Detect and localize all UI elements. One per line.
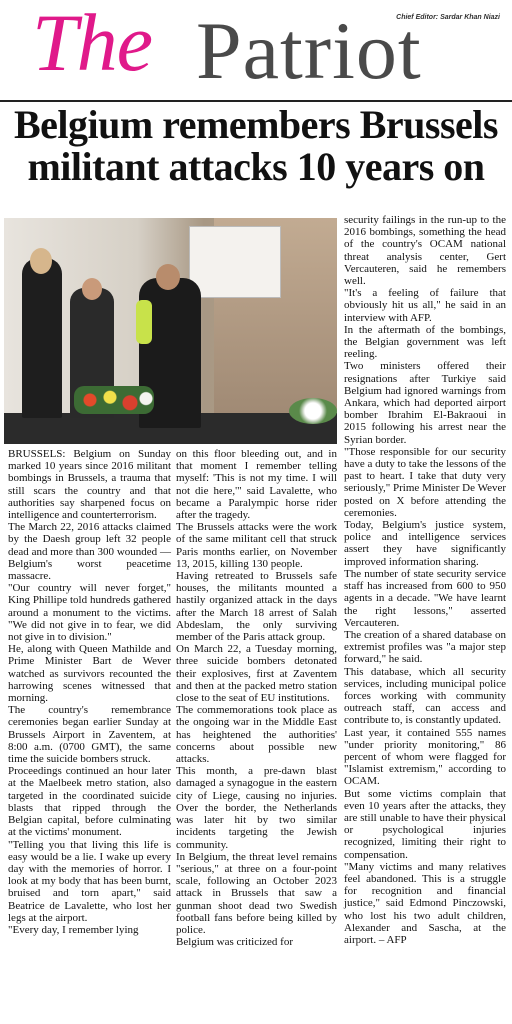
paragraph: security failings in the run-up to the 2016 bombings, something the head of the country's OCAM national threat analysis center, Gert Vercauteren, said he remembers well. — [344, 214, 506, 288]
photo-person-queen — [22, 258, 62, 418]
photo-panel — [189, 226, 281, 298]
photo-police-sleeve — [136, 300, 152, 344]
paragraph: But some victims complain that even 10 years after the attacks, they are still unable to have their physical or psychological injuries recognized, limiting their right to compensation. — [344, 787, 506, 861]
paragraph: Last year, it contained 555 names "under priority monitoring," 86 percent of whom were flagged for "Islamist extremism," according to OCAM. — [344, 726, 506, 788]
paragraph: BRUSSELS: Belgium on Sunday marked 10 years since 2016 militant bombings in Brussels, a trauma that still scars the country and that authorities say sharpened focus on intelligence and counterterrorism. — [8, 448, 171, 522]
paragraph: Proceedings continued an hour later at the Maelbeek metro station, also targeted in the coordinated suicide blasts that ripped through the Belgian capital, before culminating at the victims' monument. — [8, 765, 171, 839]
logo-the: The — [32, 0, 152, 88]
paragraph: He, along with Queen Mathilde and Prime Minister Bart de Wever watched as survivors recounted the harrowing scenes witnessed that morning. — [8, 643, 171, 705]
paragraph: The commemorations took place as the ongoing war in the Middle East has heightened the authorities' concerns about possible new attacks. — [176, 704, 337, 766]
article-column-2 — [176, 448, 337, 948]
photo-flowers — [74, 386, 154, 414]
photo-person-queen-head — [30, 248, 52, 274]
logo-patriot: Patriot — [196, 5, 422, 96]
paragraph: "Many victims and many relatives feel abandoned. This is a struggle for recognition and financial justice," said Edmond Pinczowski, who lost his two adult children, Alexander and Sascha, at the airport. – AFP — [344, 860, 506, 946]
paragraph: The Brussels attacks were the work of the same militant cell that struck Paris months earlier, on November 13, 2015, killing 130 people. — [176, 521, 337, 570]
paragraph: Belgium was criticized for — [176, 936, 293, 949]
paragraph: The creation of a shared database on extremist profiles was "a major step forward," he said. — [344, 628, 506, 666]
chief-editor-credit: Chief Editor: Sardar Khan Niazi — [396, 14, 500, 21]
paragraph: The country's remembrance ceremonies began earlier Sunday at Brussels Airport in Zaventem, at 8:00 a.m. (0700 GMT), the same time the suicide bombers struck. — [8, 704, 171, 766]
masthead — [0, 0, 512, 102]
paragraph: "Telling you that living this life is easy would be a lie. I wake up every day with the memories of horror. I look at my body that has been burnt, bruised and torn apart," said Beatrice de Lavalette, who lost her legs at the airport. — [8, 838, 171, 924]
paragraph: Having retreated to Brussels safe houses, the militants mounted a hastily organized attack in the days after the March 18 arrest of Salah Abdeslam, the only surviving member of the Paris attack group. — [176, 570, 337, 644]
paragraph: Two ministers offered their resignations after Turkiye said Belgium had ignored warnings from Ankara, which had deported airport bomber Ibrahim El-Bakraoui in 2015 following his arrest near the Syrian border. — [344, 360, 506, 446]
paragraph: The March 22, 2016 attacks claimed by the Daesh group left 32 people dead and more than 300 wounded — Belgium's worst peacetime massacre. — [8, 521, 171, 583]
paragraph: on this floor bleeding out, and in that moment I remember telling myself: 'This is not my time. I will not die here,'" said Lavalette, who became a Paralympic horse rider after the tragedy. — [176, 448, 337, 522]
photo-wreath — [289, 398, 337, 424]
paragraph: This month, a pre-dawn blast damaged a synagogue in the eastern city of Liege, causing no injuries. Over the border, the Netherlands was later hit by two similar incidents targeting the Jewish community. — [176, 765, 337, 851]
headline: Belgium remembers Brussels militant attacks 10 years on — [14, 102, 498, 189]
article-column-1 — [8, 448, 171, 936]
photo-police-officer-head — [156, 264, 180, 290]
paragraph: This database, which all security services, including municipal police forces working with community outreach staff, can access and contribute to, is constantly updated. — [344, 665, 506, 727]
paragraph: "Those responsible for our security have a duty to take the lessons of the past to heart. I take that duty very seriously," Prime Minister De Wever posted on X before attending the ceremonies. — [344, 445, 506, 519]
paragraph: "Our country will never forget," King Phillipe told hundreds gathered around a monument to the victims. "We did not give in to fear, we did not give in to division." — [8, 582, 171, 644]
paragraph: On March 22, a Tuesday morning, three suicide bombers detonated their explosives, first at Zaventem and then at the packed metro station close to the seat of EU institutions. — [176, 643, 337, 705]
paragraph: "Every day, I remember lying — [8, 923, 139, 936]
news-photo — [4, 218, 337, 444]
paragraph: In the aftermath of the bombings, the Belgian government was left reeling. — [344, 323, 506, 361]
paragraph: The number of state security service staff has increased from 600 to 950 agents in a decade. "We have learnt the right lessons," asserted Vercauteren. — [344, 567, 506, 629]
paragraph: Today, Belgium's justice system, police and intelligence services assert they have significantly improved information sharing. — [344, 519, 506, 568]
photo-person-king-head — [82, 278, 102, 300]
paragraph: "It's a feeling of failure that obviously hit us all," he said in an interview with AFP. — [344, 287, 506, 324]
paragraph: In Belgium, the threat level remains "serious," at three on a four-point scale, following an October 2023 attack in Brussels that saw a gunman shoot dead two Swedish football fans before being killed by police. — [176, 850, 337, 936]
article-column-3 — [344, 214, 506, 946]
